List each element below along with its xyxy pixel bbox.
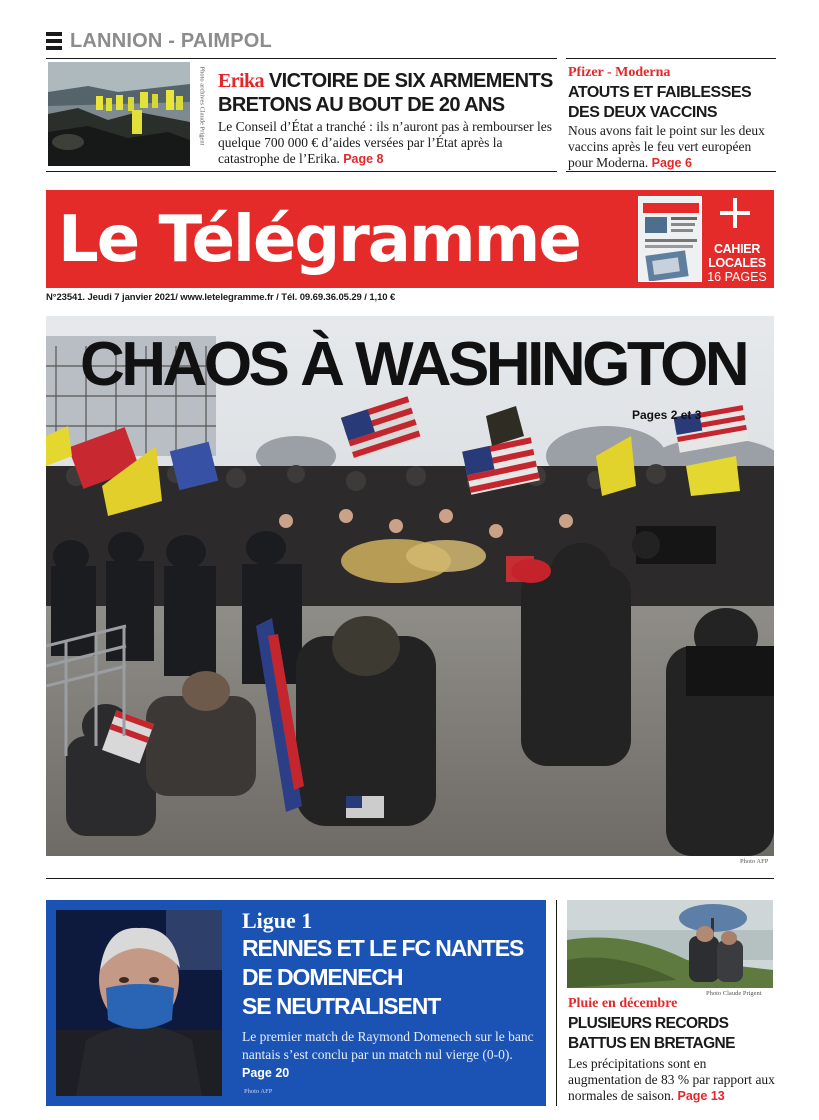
pfizer-body	[568, 123, 774, 171]
ligue1-body	[242, 1028, 538, 1082]
ligue1-photo-credit: Photo AFP	[244, 1088, 273, 1095]
erika-headline[interactable]	[218, 69, 554, 117]
pfizer-body-text: Nous avons fait le point sur les deux vaccins après le feu vert européen pour Moderna.	[568, 123, 765, 170]
rain-page-link[interactable]: Page 13	[677, 1089, 725, 1103]
rain-kicker: Pluie en décembre	[568, 996, 678, 1011]
ligue1-headline-line2: DE DOMENECH	[242, 964, 403, 990]
edition-name: LANNION - PAIMPOL	[70, 29, 272, 52]
erika-photo-credit: Photo archives Claude Prigent	[198, 66, 206, 146]
pfizer-page-link[interactable]: Page 6	[651, 156, 692, 170]
erika-teaser[interactable]	[46, 58, 557, 172]
ligue1-headline[interactable]	[242, 934, 542, 1021]
ligue1-kicker: Ligue 1	[242, 908, 313, 933]
newspaper-logo[interactable]: Le Télégramme	[58, 203, 580, 277]
rain-body-text: Les précipitations sont en augmentation de 83 % par rapport aux normales de saison.	[568, 1056, 775, 1103]
ligue1-teaser[interactable]	[46, 900, 546, 1106]
erika-body-text: Le Conseil d’État a tranché : ils n’auront pas à rembourser les quelque 700 000 € d’aides versées par l’État après la catastrophe de l’Erika.	[218, 119, 553, 166]
cahier-line1: CAHIER	[713, 242, 761, 256]
ligue1-headline-line3: SE NEUTRALISENT	[242, 993, 441, 1019]
erika-page-link[interactable]: Page 8	[343, 152, 384, 166]
edition-bar	[46, 28, 272, 54]
divider	[46, 878, 774, 879]
erika-kicker: Erika	[218, 70, 264, 92]
ligue1-page-link[interactable]: Page 20	[242, 1066, 290, 1080]
pfizer-kicker: Pfizer - Moderna	[568, 65, 671, 80]
erika-body	[218, 119, 554, 167]
rain-photo[interactable]	[567, 900, 773, 988]
cahier-pages: 16 PAGES	[707, 270, 767, 284]
main-headline[interactable]: CHAOS À WASHINGTON	[80, 330, 747, 399]
main-page-link[interactable]: Pages 2 et 3	[632, 408, 702, 422]
ligue1-headline-line1: RENNES ET LE FC NANTES	[242, 935, 524, 961]
erika-photo	[48, 62, 190, 166]
domenech-photo	[56, 910, 222, 1096]
main-photo-credit: Photo AFP	[740, 858, 769, 865]
issue-info-line: N°23541. Jeudi 7 janvier 2021/ www.letelegramme.fr / Tél. 09.69.36.05.29 / 1,10 €	[46, 292, 396, 303]
column-divider	[556, 900, 557, 1106]
masthead	[46, 190, 774, 288]
rain-body	[568, 1056, 776, 1104]
ligue1-body-text: Le premier match de Raymond Domenech sur le banc nantais s’est conclu par un match nul vierge (0-0).	[242, 1029, 534, 1062]
plus-icon	[720, 198, 750, 228]
cahier-label[interactable]	[706, 242, 768, 270]
erika-headline-text: VICTOIRE DE SIX ARMEMENTS BRETONS AU BOUT DE 20 ANS	[218, 70, 553, 116]
rain-photo-credit: Photo Claude Prigent	[706, 990, 762, 997]
pfizer-teaser[interactable]	[566, 58, 776, 172]
rain-headline[interactable]: PLUSIEURS RECORDS BATTUS EN BRETAGNE	[568, 1015, 735, 1052]
pfizer-headline[interactable]: ATOUTS ET FAIBLESSES DES DEUX VACCINS	[568, 84, 752, 121]
cahier-line2: LOCALES	[708, 256, 766, 270]
cahier-thumbnail[interactable]	[638, 196, 702, 282]
menu-icon[interactable]	[46, 32, 62, 50]
